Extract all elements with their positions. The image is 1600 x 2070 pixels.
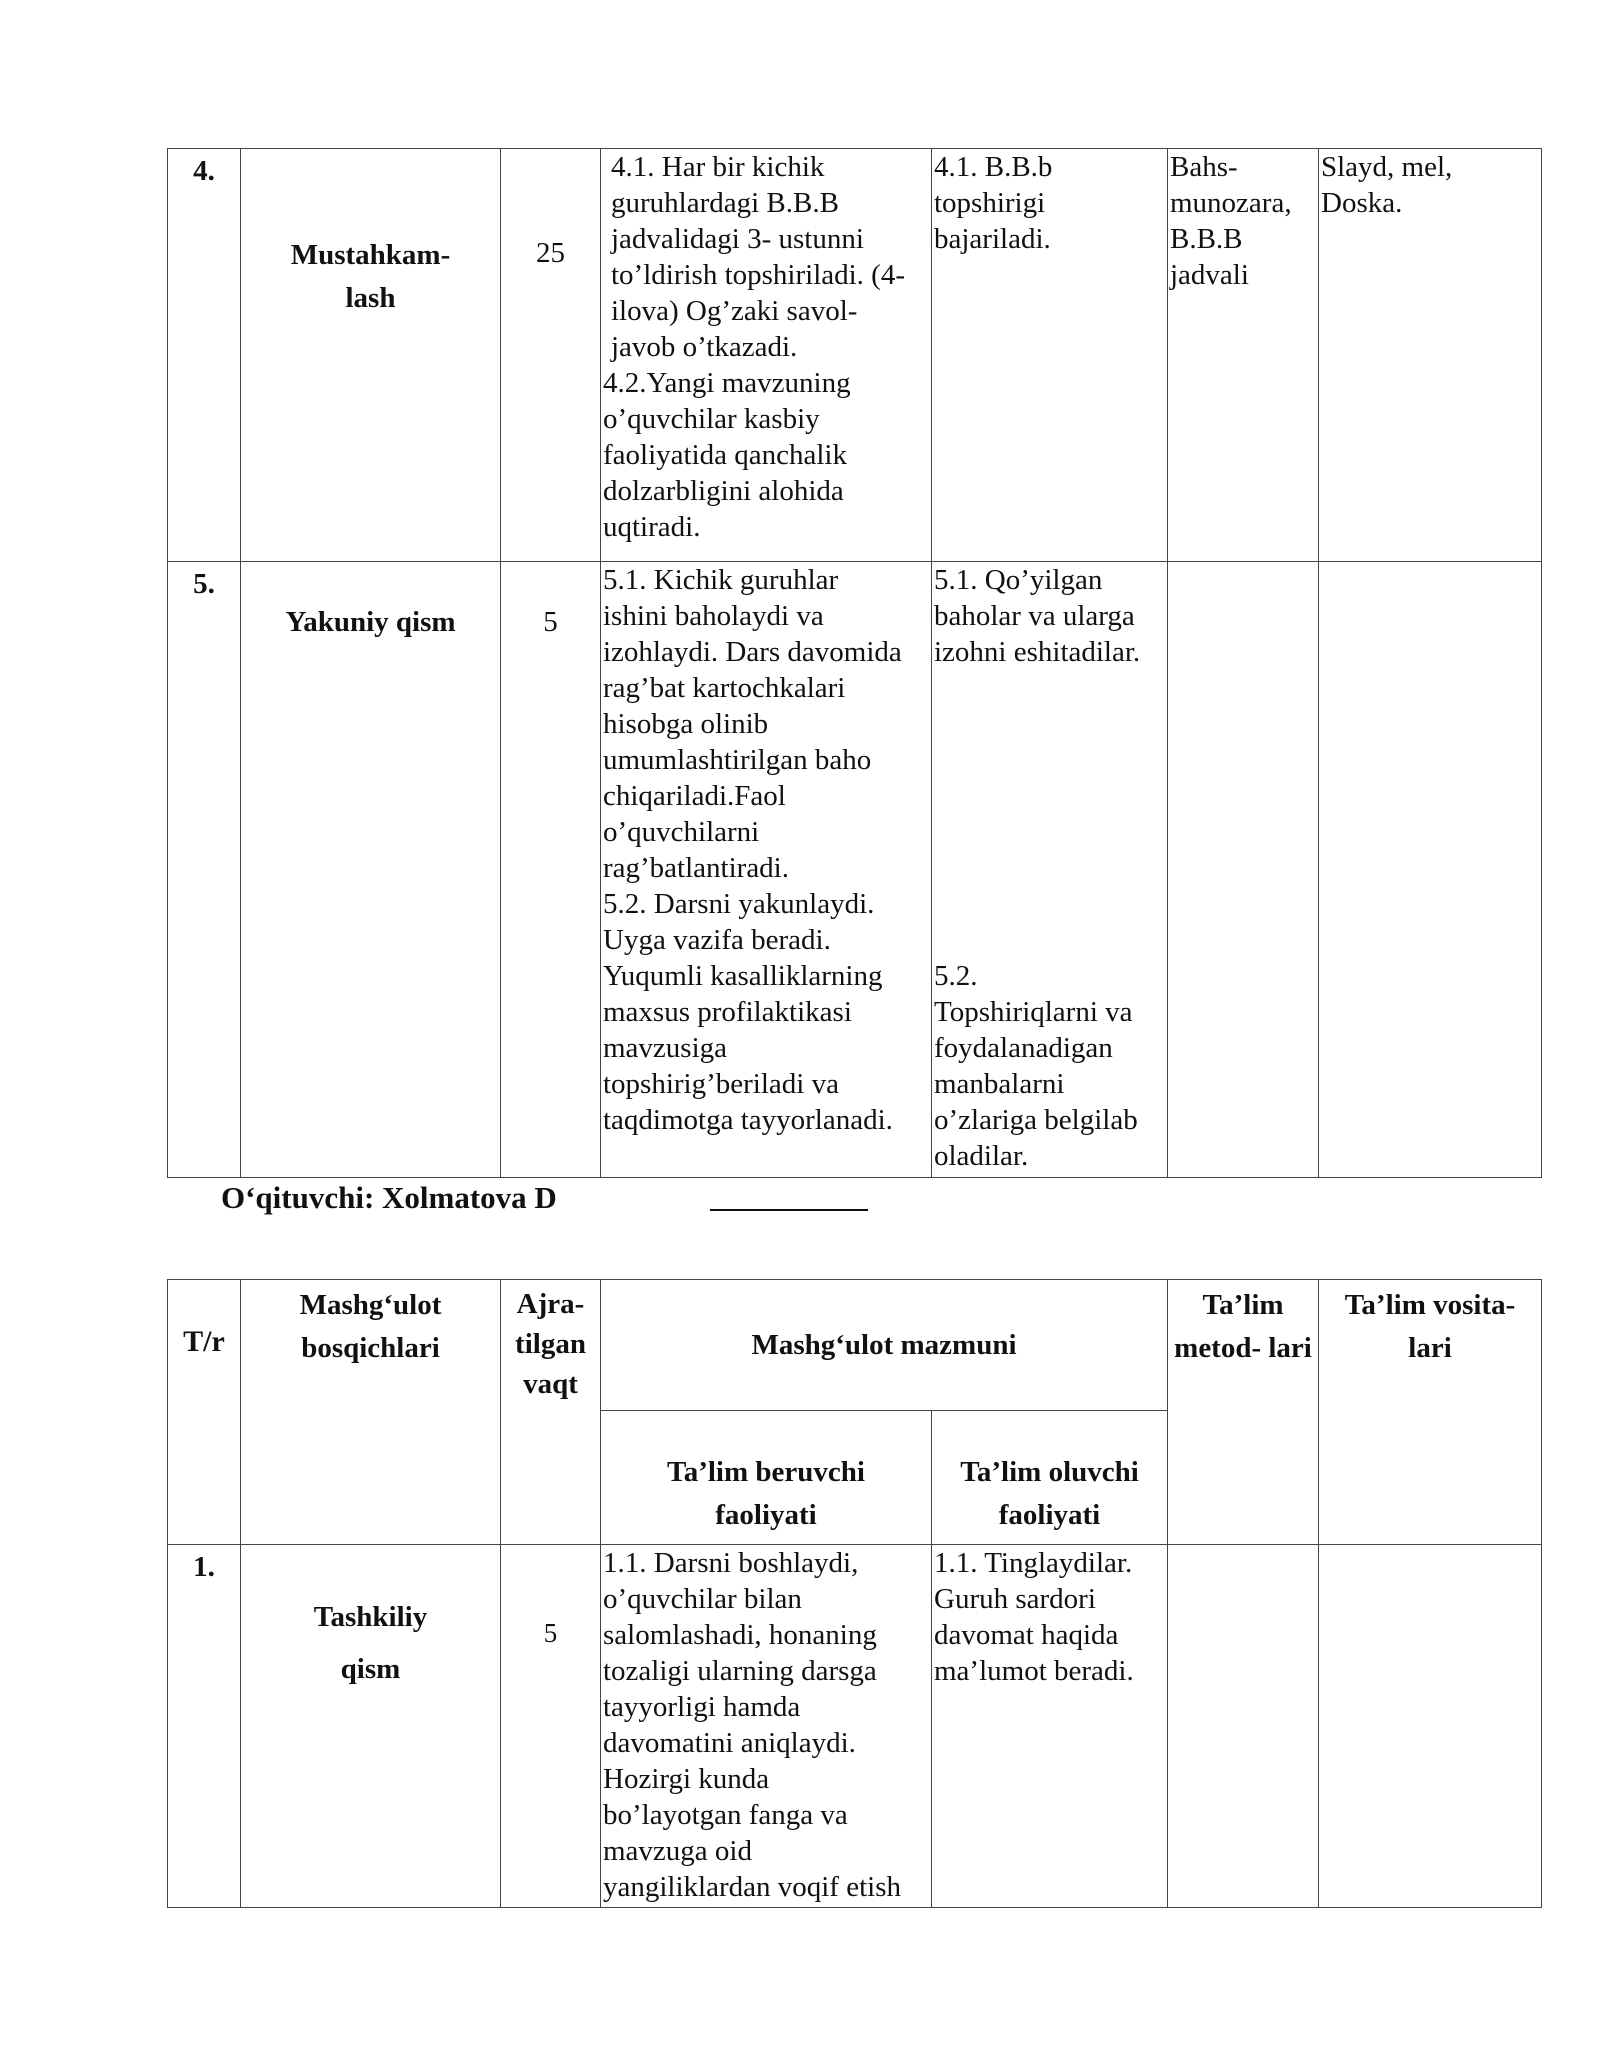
allocated-time: 5 bbox=[501, 562, 601, 1178]
table-row bbox=[168, 562, 1542, 1178]
teaching-methods: Bahs- munozara, B.B.B jadvali bbox=[1168, 149, 1319, 562]
teacher-activity-part: 4.2.Yangi mavzuning o’quvchilar kasbiy faoliyatida qanchalik dolzarbligini alohida uqtiradi. bbox=[603, 367, 851, 543]
stage-name: Mustahkam- lash bbox=[241, 149, 501, 562]
teaching-methods bbox=[1168, 562, 1319, 1178]
header-content: Mashg‘ulot mazmuni bbox=[601, 1280, 1168, 1411]
signature-line bbox=[710, 1209, 868, 1211]
header-learner-activity: Ta’lim oluvchi faoliyati bbox=[932, 1411, 1168, 1545]
teaching-tools bbox=[1319, 1545, 1542, 1908]
table-row bbox=[168, 1545, 1542, 1908]
teaching-tools bbox=[1319, 562, 1542, 1178]
header-methods: Ta’lim metod- lari bbox=[1168, 1280, 1319, 1545]
teacher-activity: 5.1. Kichik guruhlar ishini baholaydi va izohlaydi. Dars davomida rag’bat kartochkalari hisobga olinib umumlashtirilgan baho chiqariladi.Faol o’quvchilarni rag’batlantiradi. 5.2. Darsni yakunlaydi. Uyga vazifa beradi. Yuqumli kasalliklarning maxsus profilaktikasi mavzusiga topshirig’beriladi va taqdimotga tayyorlanadi. bbox=[601, 562, 932, 1178]
header-stages: Mashg‘ulot bosqichlari bbox=[241, 1280, 501, 1545]
teaching-tools: Slayd, mel, Doska. bbox=[1319, 149, 1542, 562]
learner-activity bbox=[932, 562, 1168, 1178]
stage-name: Tashkiliy qism bbox=[241, 1545, 501, 1908]
lesson-plan-table bbox=[167, 1279, 1542, 1908]
teacher-activity: 1.1. Darsni boshlaydi, o’quvchilar bilan salomlashadi, honaning tozaligi ularning darsga tayyorligi hamda davomatini aniqlaydi. Hozirgi kunda bo’layotgan fanga va mavzuga oid yangiliklardan voqif etish bbox=[601, 1545, 932, 1908]
row-number: 1. bbox=[168, 1545, 241, 1908]
header-teacher-activity: Ta’lim beruvchi faoliyati bbox=[601, 1411, 932, 1545]
learner-activity-part: 5.1. Qo’yilgan baholar va ularga izohni eshitadilar. bbox=[934, 564, 1141, 668]
learner-activity: 1.1. Tinglaydilar. Guruh sardori davomat haqida ma’lumot beradi. bbox=[932, 1545, 1168, 1908]
allocated-time: 25 bbox=[501, 149, 601, 562]
learner-activity-part: 5.2. Topshiriqlarni va foydalanadigan manbalarni o’zlariga belgilab oladilar. bbox=[934, 960, 1138, 1172]
header-tools: Ta’lim vosita- lari bbox=[1319, 1280, 1542, 1545]
table-row bbox=[168, 149, 1542, 562]
header-number: T/r bbox=[168, 1280, 241, 1545]
teaching-methods bbox=[1168, 1545, 1319, 1908]
teacher-activity-part: 4.1. Har bir kichik guruhlardagi B.B.B jadvalidagi 3- ustunni to’ldirish topshiriladi. (4- ilova) Og’zaki savol- javob o’tkazadi. bbox=[611, 151, 905, 363]
row-number: 4. bbox=[168, 149, 241, 562]
header-row bbox=[168, 1280, 1542, 1411]
allocated-time: 5 bbox=[501, 1545, 601, 1908]
lesson-plan-table-continued bbox=[167, 148, 1542, 1178]
header-time: Ajra- tilgan vaqt bbox=[501, 1280, 601, 1545]
teacher-activity bbox=[601, 149, 932, 562]
learner-activity: 4.1. B.B.b topshirigi bajariladi. bbox=[932, 149, 1168, 562]
row-number: 5. bbox=[168, 562, 241, 1178]
stage-name: Yakuniy qism bbox=[241, 562, 501, 1178]
teacher-signature-label: O‘qituvchi: Xolmatova D bbox=[221, 1180, 557, 1215]
